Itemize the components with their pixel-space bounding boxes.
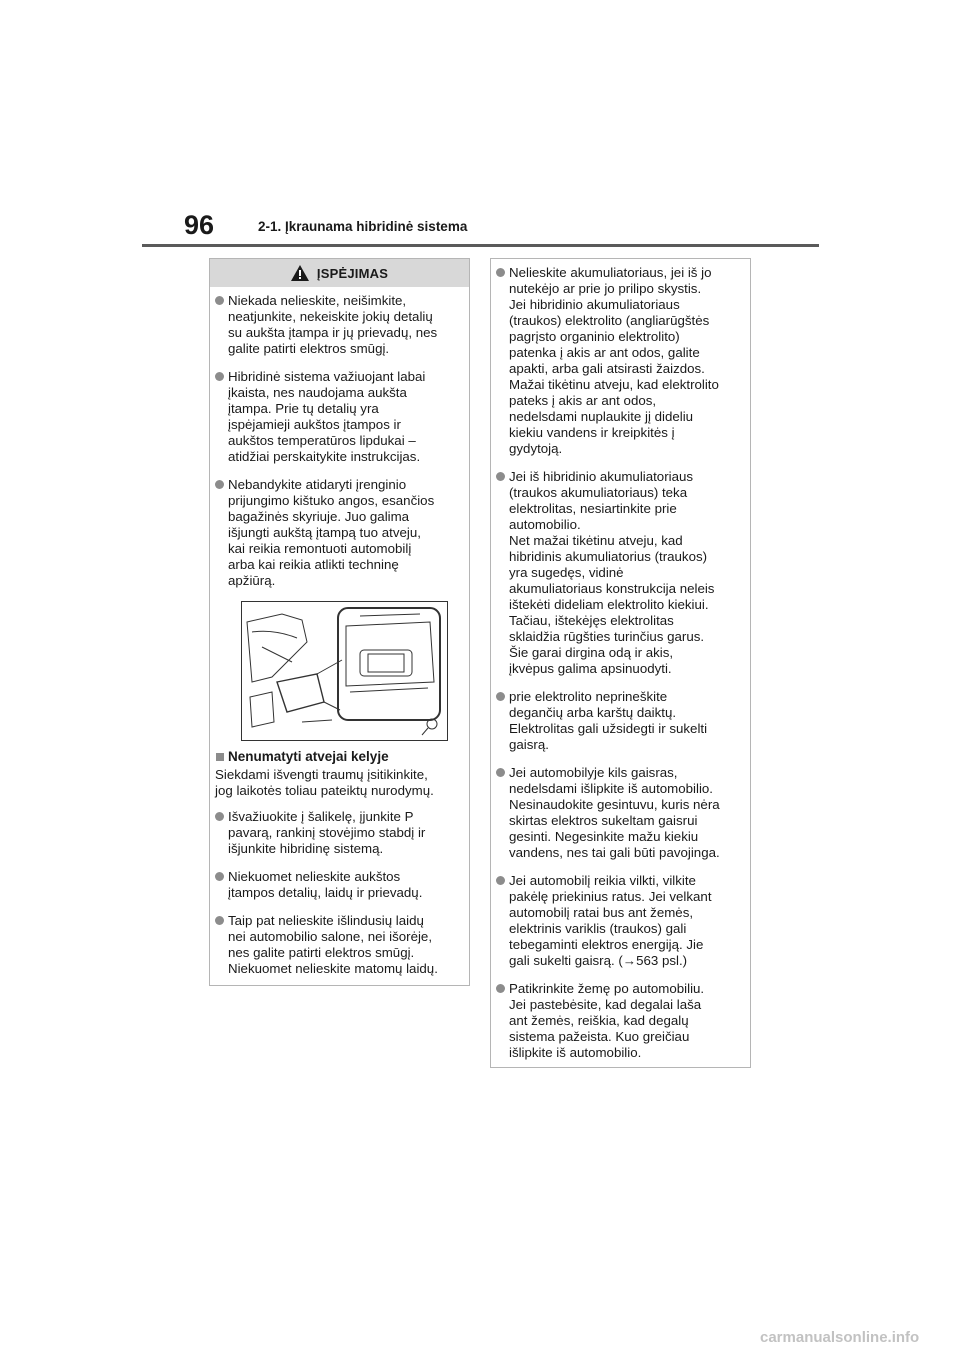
subheading	[215, 749, 463, 765]
list-item-text: Jei automobilį reikia vilkti, vilkite pakėlę priekinius ratus. Jei velkant automobilį ratai bus ant žemės, elektrinis variklis (traukos) gali tebegaminti elektros energiją. Jie gali sukelti gaisrą. (→563 psl.)	[509, 873, 712, 968]
warning-header	[210, 259, 469, 287]
subheading-text: Nenumatyti atvejai kelyje	[228, 749, 389, 764]
list-item	[496, 981, 744, 1061]
bullet-dot-icon	[215, 872, 224, 881]
list-item-text: Hibridinė sistema važiuojant labai įkaista, nes naudojama aukšta įtampa. Prie tų detalių yra įspėjamieji aukštos įtampos ir aukštos temperatūros lipdukai – atidžiai perskaitykite instrukcijas.	[228, 369, 426, 464]
bullet-dot-icon	[215, 296, 224, 305]
list-item-text: Išvažiuokite į šalikelę, įjunkite P pavarą, rankinį stovėjimo stabdį ir išjunkite hibridinę sistemą.	[228, 809, 426, 856]
bullet-dot-icon	[496, 692, 505, 701]
warning-title: ĮSPĖJIMAS	[316, 265, 389, 281]
warning-box-right	[490, 258, 751, 1068]
bullet-dot-icon	[496, 984, 505, 993]
bullet-dot-icon	[496, 876, 505, 885]
list-item	[496, 469, 744, 677]
list-item-text: Niekada nelieskite, neišimkite, neatjunkite, nekeiskite jokių detalių su aukšta įtampa ir jų prievadų, nes galite patirti elektros smūgį.	[228, 293, 438, 356]
square-bullet-icon	[216, 753, 224, 761]
bullet-dot-icon	[215, 480, 224, 489]
trunk-drawing	[242, 602, 447, 740]
page-number: 96	[184, 210, 215, 240]
list-item	[496, 689, 744, 753]
warning-box-left	[209, 258, 470, 986]
list-item-text: Nebandykite atidaryti įrenginio prijungimo kištuko angos, esančios bagažinės skyriuje. Juo galima išjungti aukštą įtampą tuo atveju, kai reikia remontuoti automobilį arba kai reikia atlikti techninę apžiūrą.	[228, 477, 435, 588]
list-item-text: Jei automobilyje kils gaisras, nedelsdami išlipkite iš automobilio. Nesinaudokite gesintuvu, kuris nėra skirtas elektros sukeltam gaisrui gesinti. Negesinkite mažu kiekiu vandens, nes tai gali būti pavojinga.	[509, 765, 720, 860]
list-item-text: Jei iš hibridinio akumuliatoriaus (traukos akumuliatoriaus) teka elektrolitas, nesiartinkite prie automobilio. Net mažai tikėtinu atveju, kad hibridinis akumuliatorius (traukos) yra sugedęs, vidinė akumuliatoriaus konstrukcija neleis ištekėti dideliam elektrolito kiekiui. Tačiau, ištekėjęs elektrolitas sklaidžia rūgšties turinčius garus. Šie garai dirgina odą ir akis, įkvėpus galima apsinuodyti.	[509, 469, 715, 676]
list-item	[215, 809, 463, 857]
bullet-dot-icon	[496, 472, 505, 481]
bullet-dot-icon	[215, 916, 224, 925]
list-item	[496, 765, 744, 861]
list-item	[215, 293, 463, 357]
list-item	[215, 477, 463, 589]
list-item-text: prie elektrolito neprineškite degančių arba karštų daiktų. Elektrolitas gali užsidegti ir sukelti gaisrą.	[509, 689, 708, 752]
warning-triangle-icon	[291, 265, 309, 281]
paragraph: Siekdami išvengti traumų įsitikinkite, jog laikotės toliau pateiktų nurodymų.	[215, 767, 434, 798]
list-item-text: Nelieskite akumuliatoriaus, jei iš jo nutekėjo ar prie jo prilipo skystis. Jei hibridinio akumuliatoriaus (traukos) elektrolito (angliarūgštės pagrįsto organinio elektrolito) patenka į akis ar ant odos, galite apakti, arba gali atsirasti žaizdos. Mažai tikėtinu atveju, kad elektrolito pateks į akis ar ant odos, nedelsdami nuplaukite jį dideliu kiekiu vandens ir kreipkitės į gydytoją.	[509, 265, 719, 456]
footer-watermark: carmanualsonline.info	[760, 1329, 920, 1346]
header-rule	[142, 244, 819, 247]
list-item-text: Patikrinkite žemę po automobiliu. Jei pastebėsite, kad degalai laša ant žemės, reiškia, kad degalų sistema pažeista. Kuo greičiau išlipkite iš automobilio.	[509, 981, 705, 1060]
trunk-illustration	[241, 601, 448, 741]
bullet-dot-icon	[496, 768, 505, 777]
list-item	[215, 869, 463, 901]
bullet-dot-icon	[215, 372, 224, 381]
list-item	[496, 873, 744, 969]
bullet-dot-icon	[215, 812, 224, 821]
list-item	[215, 913, 463, 977]
list-item	[215, 369, 463, 465]
list-item-text: Niekuomet nelieskite aukštos įtampos detalių, laidų ir prievadų.	[228, 869, 423, 900]
bullet-dot-icon	[496, 268, 505, 277]
list-item	[496, 265, 744, 457]
section-title: 2-1. Įkraunama hibridinė sistema	[258, 219, 468, 234]
list-item-text: Taip pat nelieskite išlindusių laidų nei automobilio salone, nei išorėje, nes galite patirti elektros smūgį. Niekuomet nelieskite matomų laidų.	[228, 913, 438, 976]
